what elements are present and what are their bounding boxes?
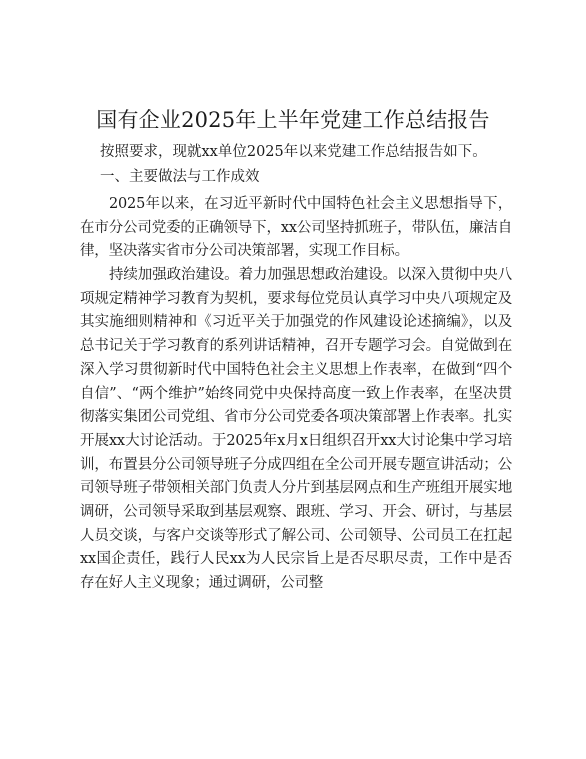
- section-heading: 一、主要做法与工作成效: [100, 169, 260, 185]
- intro-paragraph: 按照要求，现就xx单位2025年以来党建工作总结报告如下。: [100, 144, 487, 160]
- body-paragraph: 持续加强政治建设。着力加强思想政治建设。以深入贯彻中央八项规定精神学习教育为契机，要求每位党员认真学习中央八项规定及其实施细则精神和《习近平关于加强党的作风建设论述摘编》，以及总书记关于学习教育的系列讲话精神，召开专题学习会。自觉做到在深入学习贯彻新时代中国特色社会主义思想上作表率，在做到“四个自信”、“两个维护”始终同党中央保持高度一致上作表率，在坚决贯彻落实集团公司党组、省市分公司党委各项决策部署上作表率。扎实开展xx大讨论活动。于2025年x月x日组织召开xx大讨论集中学习培训，布置县分公司领导班子分成四组在全公司开展专题宣讲活动；公司领导班子带领相关部门负责人分片到基层网点和生产班组开展实地调研，公司领导采取到基层观察、跟班、学习、开会、研讨，与基层人员交谈，与客户交谈等形式了解公司、公司领导、公司员工在扛起xx国企责任，践行人民xx为人民宗旨上是否尽职尽责，工作中是否存在好人主义现象；通过调研，公司整: [80, 267, 512, 592]
- document-title: 国有企业2025年上半年党建工作总结报告: [96, 108, 490, 132]
- body-paragraph: 2025年以来，在习近平新时代中国特色社会主义思想指导下，在市分公司党委的正确领导下，xx公司坚持抓班子，带队伍，廉洁自律，坚决落实省市分公司决策部署，实现工作目标。: [80, 196, 512, 260]
